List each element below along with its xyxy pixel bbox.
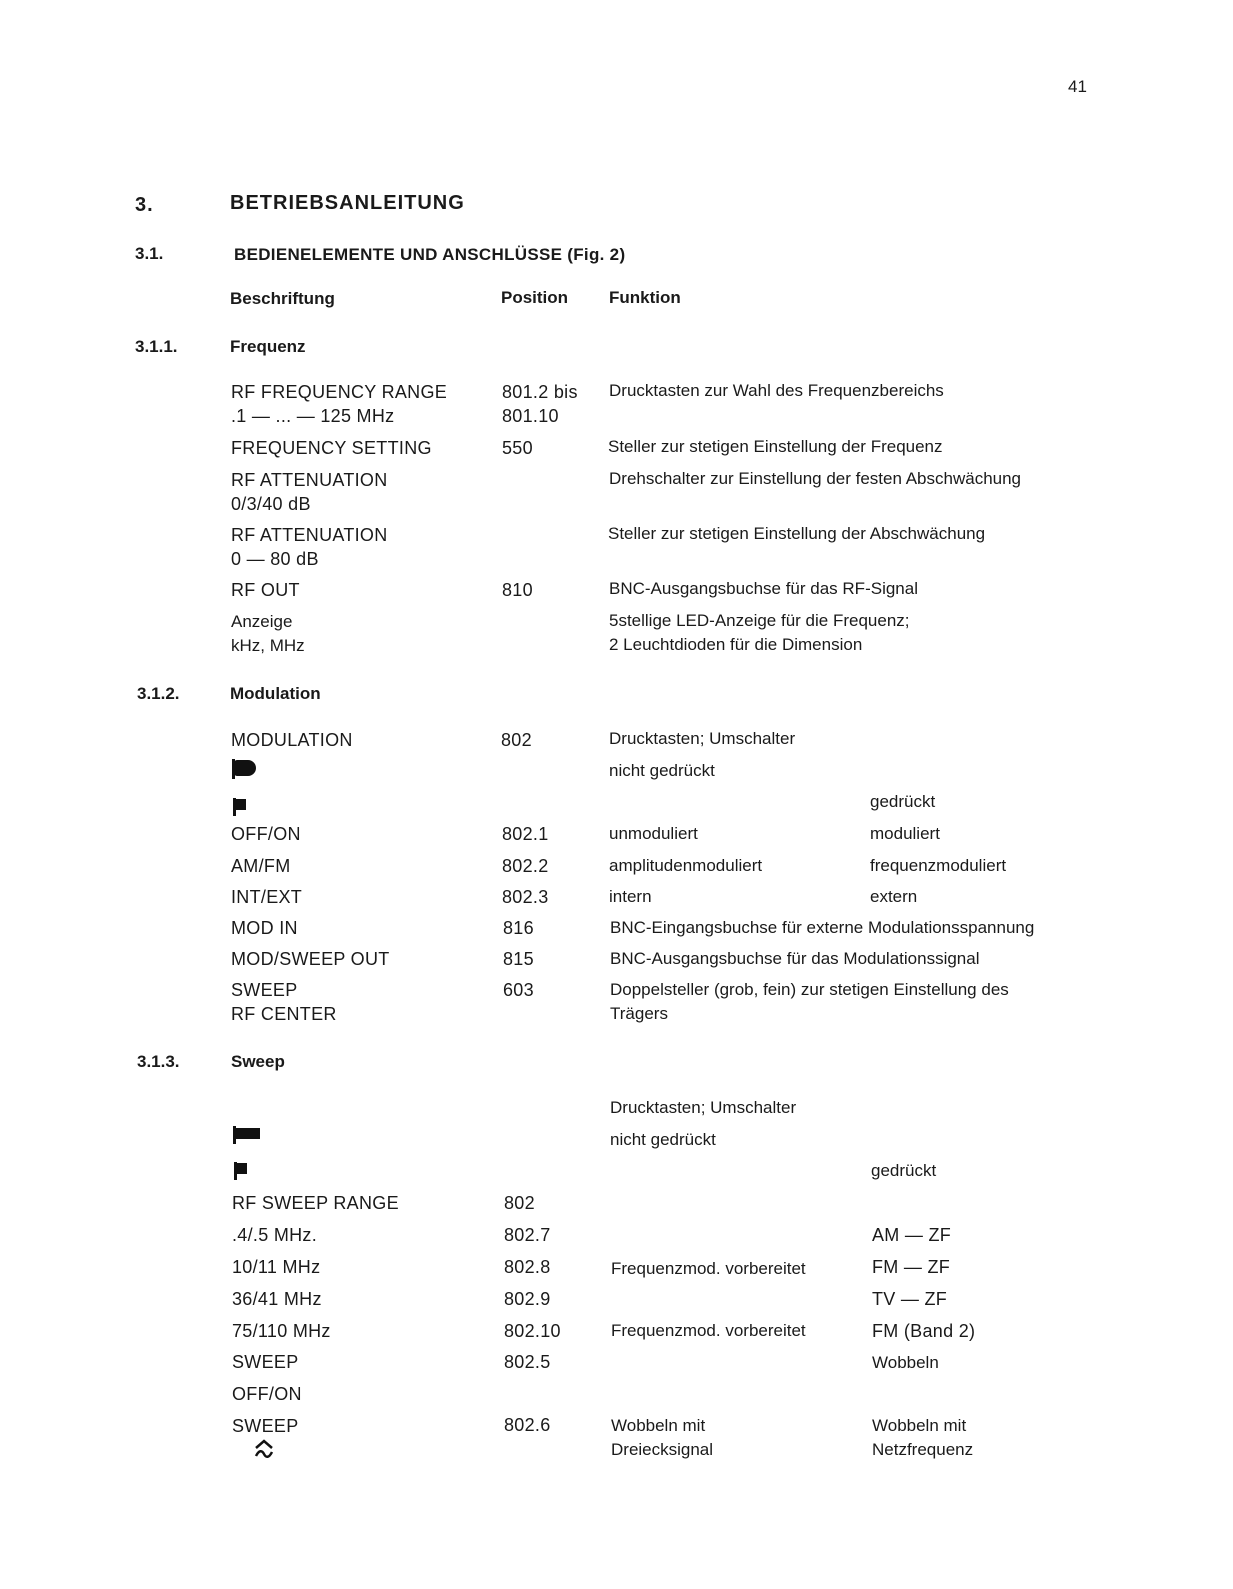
control-label: SWEEP bbox=[231, 980, 298, 1000]
control-position: 802.2 bbox=[502, 856, 549, 876]
state-off-text: intern bbox=[609, 887, 652, 906]
control-function: BNC-Eingangsbuchse für externe Modulationsspannung bbox=[610, 918, 1035, 937]
control-position: 810 bbox=[502, 580, 533, 600]
chapter-title: BETRIEBSANLEITUNG bbox=[230, 192, 465, 214]
control-label: OFF/ON bbox=[232, 1384, 302, 1404]
section-number: 3.1. bbox=[135, 244, 164, 263]
control-label: 0/3/40 dB bbox=[231, 494, 311, 514]
state-on-text: Netzfrequenz bbox=[872, 1440, 974, 1459]
control-position: 802.8 bbox=[504, 1257, 551, 1277]
state-on-text: Wobbeln mit bbox=[872, 1416, 967, 1435]
control-position: 802.10 bbox=[504, 1321, 561, 1341]
state-on-text: extern bbox=[870, 887, 918, 906]
control-label: INT/EXT bbox=[231, 887, 303, 907]
control-position: 802.9 bbox=[504, 1289, 551, 1309]
control-label: RF ATTENUATION bbox=[231, 525, 388, 545]
state-pressed: gedrückt bbox=[871, 1161, 937, 1180]
state-off-text: amplitudenmoduliert bbox=[609, 856, 763, 875]
control-position: 801.2 bis bbox=[502, 382, 578, 402]
control-label: RF OUT bbox=[231, 580, 300, 600]
state-on-text: frequenzmoduliert bbox=[870, 856, 1007, 875]
state-on-text: FM (Band 2) bbox=[872, 1321, 976, 1341]
control-label: RF SWEEP RANGE bbox=[232, 1193, 399, 1213]
header-label: Beschriftung bbox=[230, 289, 335, 308]
control-label: MOD/SWEEP OUT bbox=[231, 949, 390, 969]
control-function: 5stellige LED-Anzeige für die Frequenz; bbox=[609, 611, 910, 630]
control-function: 2 Leuchtdioden für die Dimension bbox=[609, 635, 863, 654]
state-on-text: moduliert bbox=[870, 824, 940, 843]
control-function: Trägers bbox=[610, 1004, 668, 1023]
control-label: FREQUENCY SETTING bbox=[231, 438, 432, 458]
control-label: 75/110 MHz bbox=[232, 1321, 331, 1341]
control-position: 802.7 bbox=[504, 1225, 551, 1245]
subsection-number: 3.1.2. bbox=[137, 684, 180, 703]
control-position: 603 bbox=[503, 980, 534, 1000]
state-on-text: FM — ZF bbox=[872, 1257, 951, 1277]
control-function: Steller zur stetigen Einstellung der Abschwächung bbox=[608, 524, 986, 543]
waveform-triangle-sine-icon bbox=[252, 1437, 276, 1461]
page-number: 41 bbox=[1068, 77, 1087, 96]
control-function: Steller zur stetigen Einstellung der Frequenz bbox=[608, 437, 943, 456]
control-label: kHz, MHz bbox=[231, 636, 305, 655]
state-off-text: Dreiecksignal bbox=[611, 1440, 714, 1459]
control-label: MODULATION bbox=[231, 730, 353, 750]
control-label: 36/41 MHz bbox=[232, 1289, 322, 1309]
control-function: Drucktasten; Umschalter bbox=[610, 1098, 797, 1117]
control-label: Anzeige bbox=[231, 612, 293, 631]
subsection-number: 3.1.3. bbox=[137, 1052, 180, 1071]
control-label: AM/FM bbox=[231, 856, 291, 876]
control-position: 802 bbox=[501, 730, 532, 750]
subsection-title: Sweep bbox=[231, 1052, 285, 1071]
control-label: .4/.5 MHz. bbox=[232, 1225, 318, 1245]
state-off-text: Frequenzmod. vorbereitet bbox=[611, 1259, 806, 1278]
control-position: 801.10 bbox=[502, 406, 559, 426]
control-position: 815 bbox=[503, 949, 534, 969]
key-pressed-icon bbox=[233, 798, 247, 816]
subsection-title: Frequenz bbox=[230, 337, 306, 356]
subsection-number: 3.1.1. bbox=[135, 337, 178, 356]
state-off-text: Wobbeln mit bbox=[611, 1416, 706, 1435]
control-position: 802.5 bbox=[504, 1352, 551, 1372]
state-off-text: unmoduliert bbox=[609, 824, 698, 843]
state-on-text: Wobbeln bbox=[872, 1353, 939, 1372]
control-label: SWEEP bbox=[232, 1416, 299, 1436]
control-label: RF CENTER bbox=[231, 1004, 337, 1024]
control-label: SWEEP bbox=[232, 1352, 299, 1372]
control-label: .1 — ... — 125 MHz bbox=[231, 406, 395, 426]
header-position: Position bbox=[501, 288, 569, 307]
state-not-pressed: nicht gedrückt bbox=[610, 1130, 716, 1149]
control-label: OFF/ON bbox=[231, 824, 301, 844]
control-function: BNC-Ausgangsbuchse für das Modulationssignal bbox=[610, 949, 980, 968]
control-position: 802.1 bbox=[502, 824, 549, 844]
state-pressed: gedrückt bbox=[870, 792, 936, 811]
state-on-text: TV — ZF bbox=[872, 1289, 948, 1309]
control-label: RF ATTENUATION bbox=[231, 470, 388, 490]
header-function: Funktion bbox=[609, 288, 681, 307]
state-not-pressed: nicht gedrückt bbox=[609, 761, 715, 780]
subsection-title: Modulation bbox=[230, 684, 321, 703]
state-on-text: AM — ZF bbox=[872, 1225, 952, 1245]
key-not-pressed-icon bbox=[233, 1126, 261, 1144]
control-position: 802 bbox=[504, 1193, 535, 1213]
control-position: 802.6 bbox=[504, 1415, 551, 1435]
control-position: 816 bbox=[503, 918, 534, 938]
control-function: Drucktasten zur Wahl des Frequenzbereichs bbox=[609, 381, 944, 400]
control-label: 10/11 MHz bbox=[232, 1257, 321, 1277]
control-label: RF FREQUENCY RANGE bbox=[231, 382, 448, 402]
chapter-number: 3. bbox=[135, 194, 154, 216]
state-off-text: Frequenzmod. vorbereitet bbox=[611, 1321, 806, 1340]
control-position: 550 bbox=[502, 438, 533, 458]
control-function: BNC-Ausgangsbuchse für das RF-Signal bbox=[609, 579, 918, 598]
section-title: BEDIENELEMENTE UND ANSCHLÜSSE (Fig. 2) bbox=[234, 245, 626, 264]
control-function: Doppelsteller (grob, fein) zur stetigen Einstellung des bbox=[610, 980, 1009, 999]
key-not-pressed-icon bbox=[232, 759, 258, 779]
control-label: MOD IN bbox=[231, 918, 298, 938]
control-function: Drucktasten; Umschalter bbox=[609, 729, 796, 748]
control-position: 802.3 bbox=[502, 887, 549, 907]
key-pressed-icon bbox=[234, 1162, 248, 1180]
control-label: 0 — 80 dB bbox=[231, 549, 319, 569]
control-function: Drehschalter zur Einstellung der festen Abschwächung bbox=[609, 469, 1022, 488]
